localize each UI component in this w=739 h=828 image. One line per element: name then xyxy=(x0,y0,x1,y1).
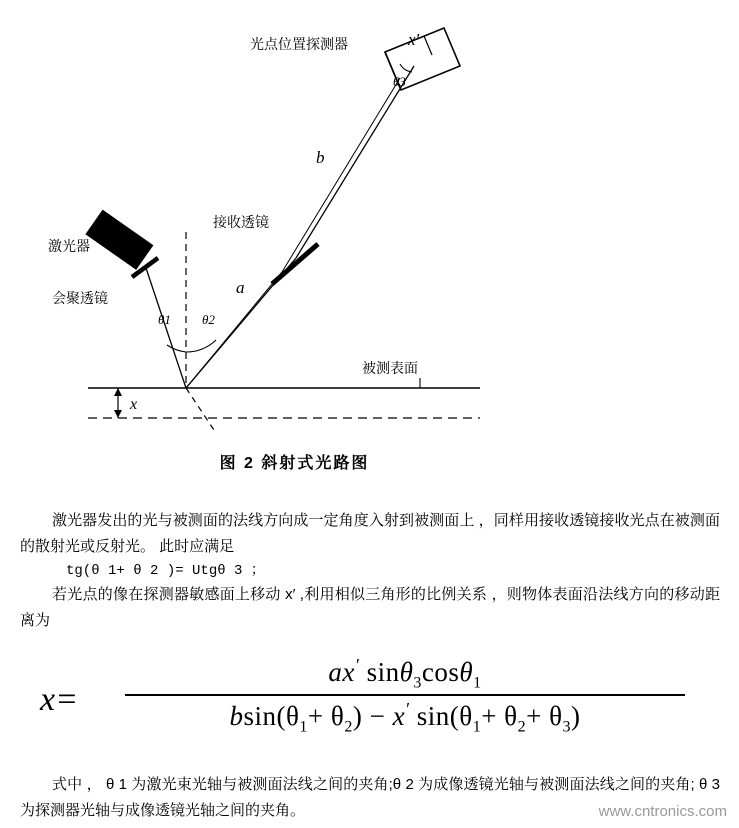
den-one-1: 1 xyxy=(299,718,308,736)
den-plus-2: + xyxy=(481,701,497,732)
receiving-lens-label: 接收透镜 xyxy=(213,214,269,230)
detector-label: 光点位置探测器 xyxy=(250,36,348,52)
ray-a-label: a xyxy=(236,278,245,297)
den-theta-2: θ xyxy=(330,701,345,732)
den-one-2: 1 xyxy=(472,718,482,736)
num-cos: cos xyxy=(421,657,460,687)
paragraph-3: 式中 ， θ 1 为激光束光轴与被测面法线之间的夹角;θ 2 为成像透镜光轴与被测面法线之间的夹角; θ 3 为探测器光轴与成像透镜光轴之间的夹角。 xyxy=(20,776,720,819)
den-open-2: ( xyxy=(449,701,460,732)
den-sin-2: sin xyxy=(416,701,450,732)
den-plus-3: + xyxy=(526,701,542,732)
theta2-label: θ2 xyxy=(202,312,215,327)
ray-b-label: b xyxy=(316,148,325,167)
ray-b xyxy=(296,66,414,258)
num-x: x xyxy=(342,657,355,687)
formula-fraction xyxy=(125,655,685,737)
theta2-arc xyxy=(186,340,216,352)
formula-numerator: ax′ sinθ$_3$cosθ$_1$ xyxy=(328,655,482,692)
surface-label: 被测表面 xyxy=(362,360,418,376)
den-minus: − xyxy=(369,701,386,732)
incident-beam xyxy=(146,268,186,388)
x-arrow-down xyxy=(114,410,122,418)
num-prime: ′ xyxy=(354,655,360,675)
laser-body xyxy=(85,210,153,270)
figure-caption-text: 图 2 斜射式光路图 xyxy=(219,455,370,472)
den-theta-4: θ xyxy=(504,701,518,732)
den-close-1: ) xyxy=(352,701,363,732)
den-three: 3 xyxy=(562,718,572,736)
den-theta-5: θ xyxy=(549,701,563,732)
detector-xprime-tick xyxy=(424,36,432,55)
den-two-1: 2 xyxy=(344,718,353,736)
den-b: b xyxy=(229,701,244,732)
watermark-text: www.cntronics.com xyxy=(598,803,727,820)
paragraph-1: 激光器发出的光与被测面的法线方向成一定角度入射到被测面上 ，同样用接收透镜接收光点在被测面的散射光或反射光。 此时应满足 xyxy=(20,512,720,555)
laser-label: 激光器 xyxy=(48,238,90,254)
formula-denominator xyxy=(125,696,685,736)
den-x: x xyxy=(392,701,406,732)
ray-b-edge xyxy=(282,78,400,272)
num-sin: sin xyxy=(366,657,400,687)
x-arrow-up xyxy=(114,388,122,396)
den-open-1: ( xyxy=(276,701,286,732)
theta3-arc xyxy=(400,64,412,72)
paragraph-2: 若光点的像在探测器敏感面上移动 x′ ,利用相似三角形的比例关系 ，则物体表面沿法线方向的移动距离为 xyxy=(20,586,720,629)
theta1-label: θ1 xyxy=(158,312,171,327)
den-theta-1: θ xyxy=(285,701,300,732)
theta3-label: θ3 xyxy=(393,74,406,89)
figure-caption xyxy=(0,450,739,473)
incident-extension-dashed xyxy=(186,388,214,430)
num-theta1: 1 xyxy=(473,674,482,692)
converging-lens-label: 会聚透镜 xyxy=(52,290,108,306)
den-plus-1: + xyxy=(307,701,324,732)
den-close-2: ) xyxy=(571,701,581,732)
x-label: x xyxy=(130,396,138,413)
num-theta3: 3 xyxy=(413,674,422,692)
ray-a-edge xyxy=(186,272,282,388)
formula-block xyxy=(20,655,720,745)
den-sin-1: sin xyxy=(243,701,277,732)
den-theta-3: θ xyxy=(459,701,473,732)
den-prime: ′ xyxy=(405,699,410,720)
formula-lhs: x= xyxy=(40,681,79,718)
den-two-2: 2 xyxy=(517,718,527,736)
x-prime-label: x′ xyxy=(408,30,420,49)
equation-line: tg(θ 1+ θ 2 )= Utgθ 3 ； xyxy=(66,563,265,579)
theta1-arc xyxy=(167,345,186,352)
num-a: a xyxy=(328,657,343,687)
